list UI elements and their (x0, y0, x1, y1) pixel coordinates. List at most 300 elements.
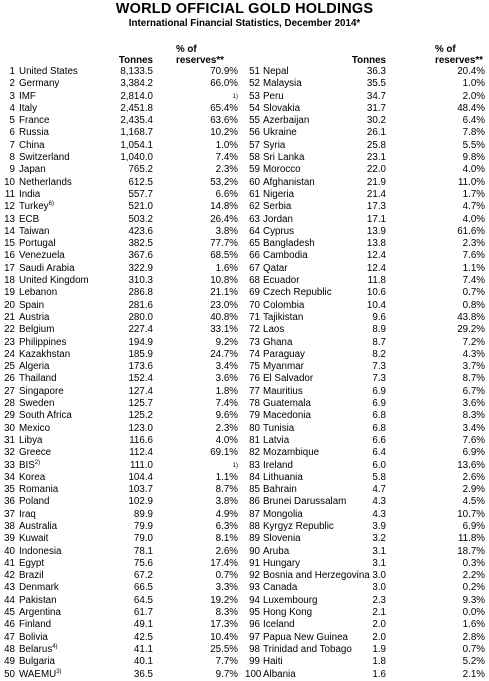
row-rank: 68 (249, 275, 260, 287)
row-tonnes: 6.0 (372, 459, 386, 471)
left-column-table (0, 40, 244, 681)
row-tonnes: 6.6 (372, 434, 386, 446)
country-name: Italy (19, 102, 37, 114)
country-name: IMF (19, 90, 36, 102)
row-rank: 48 (4, 643, 15, 655)
table-row (245, 423, 489, 435)
row-country (263, 238, 315, 250)
row-pct-reserves: 65.4% (210, 102, 238, 114)
table-row (0, 435, 244, 447)
table-row (0, 103, 244, 115)
row-rank: 33 (4, 459, 15, 471)
row-tonnes: 79.9 (133, 520, 153, 532)
row-rank: 17 (4, 262, 15, 274)
row-rank: 85 (249, 484, 260, 496)
country-name: Bulgaria (19, 656, 55, 668)
row-rank: 38 (4, 520, 15, 532)
country-name: ECB (19, 213, 40, 225)
row-rank: 13 (4, 213, 15, 225)
table-row (245, 373, 489, 385)
row-rank: 36 (4, 496, 15, 508)
row-pct-reserves: 2.6% (215, 545, 238, 557)
table-row (245, 214, 489, 226)
row-pct-reserves: 2.1% (462, 668, 485, 680)
row-pct-reserves: 0.2% (462, 582, 485, 594)
country-name: Portugal (19, 238, 56, 250)
row-pct-reserves: 6.3% (215, 520, 238, 532)
row-tonnes: 66.5 (133, 582, 153, 594)
country-name: United Kingdom (19, 275, 89, 287)
row-tonnes: 22.0 (366, 164, 386, 176)
country-name: Austria (19, 311, 50, 323)
row-rank: 26 (4, 373, 15, 385)
country-name: Slovenia (263, 533, 301, 545)
row-country (263, 410, 311, 422)
row-pct-reserves: 7.4% (215, 398, 238, 410)
row-pct-reserves: 77.7% (210, 238, 238, 250)
country-name: Kyrgyz Republic (263, 520, 334, 532)
footnote-marker: 6) (48, 201, 54, 208)
row-rank: 80 (249, 422, 260, 434)
row-country (19, 275, 89, 287)
table-row (0, 632, 244, 644)
row-country (263, 164, 301, 176)
row-country (263, 484, 297, 496)
row-rank: 57 (249, 139, 260, 151)
footnote-marker: 3) (56, 668, 62, 675)
row-tonnes: 2,814.0 (120, 90, 153, 102)
country-name: Azerbaijan (263, 115, 310, 127)
row-pct-reserves: 5.2% (462, 656, 485, 668)
country-name: Singapore (19, 385, 64, 397)
row-pct-reserves: 3.8% (215, 496, 238, 508)
row-pct-reserves: 3.6% (462, 398, 485, 410)
row-country (263, 619, 295, 631)
country-name: Malaysia (263, 78, 302, 90)
table-row (0, 152, 244, 164)
row-tonnes: 7.3 (372, 373, 386, 385)
row-tonnes: 4.3 (372, 496, 386, 508)
row-pct-reserves: 2.3% (215, 422, 238, 434)
row-country (19, 435, 42, 447)
row-country (19, 201, 54, 213)
row-rank: 1 (9, 66, 15, 77)
table-row (0, 78, 244, 90)
row-tonnes: 2.0 (372, 631, 386, 643)
row-tonnes: 281.6 (128, 299, 153, 311)
row-country (19, 103, 37, 115)
table-row (0, 324, 244, 336)
table-row (245, 78, 489, 90)
row-tonnes: 116.6 (129, 434, 153, 446)
table-row (245, 140, 489, 152)
row-rank: 97 (249, 631, 260, 643)
table-row (0, 263, 244, 275)
row-pct-reserves: 9.8% (462, 152, 485, 164)
country-name: Spain (19, 299, 45, 311)
row-rank: 28 (4, 398, 15, 410)
row-tonnes: 31.7 (366, 102, 386, 114)
row-tonnes: 3.9 (372, 520, 386, 532)
table-row (0, 214, 244, 226)
country-name: Canada (263, 582, 298, 594)
country-name: Bangladesh (263, 238, 315, 250)
table-row (0, 472, 244, 484)
table-row (0, 546, 244, 558)
row-pct-reserves: 6.9% (462, 447, 485, 459)
table-row (0, 164, 244, 176)
row-tonnes: 8.7 (372, 336, 386, 348)
row-rank: 52 (249, 78, 260, 90)
table-row (245, 287, 489, 299)
row-pct-reserves: 2.3% (215, 164, 238, 176)
row-country (19, 324, 54, 336)
row-rank: 86 (249, 496, 260, 508)
row-pct-reserves: 7.8% (462, 127, 485, 139)
row-tonnes: 2,435.4 (120, 115, 153, 127)
table-row (245, 164, 489, 176)
row-pct-reserves: 19.2% (210, 594, 238, 606)
table-row (0, 189, 244, 201)
row-rank: 14 (4, 225, 15, 237)
row-tonnes: 21.9 (366, 176, 386, 188)
row-rank: 74 (249, 348, 260, 360)
row-tonnes: 25.8 (366, 139, 386, 151)
row-rank: 9 (9, 164, 15, 176)
table-row (0, 201, 244, 213)
table-row (0, 226, 244, 238)
row-pct-reserves: 4.5% (462, 496, 485, 508)
table-row (245, 669, 489, 681)
country-name: Luxembourg (263, 594, 318, 606)
table-row (245, 582, 489, 594)
row-tonnes: 4.3 (372, 508, 386, 520)
row-pct-reserves: 14.8% (210, 201, 238, 213)
country-name: Macedonia (263, 410, 311, 422)
header-tonnes: Tonnes (118, 55, 153, 66)
row-pct-reserves: 33.1% (210, 324, 238, 336)
table-row (245, 558, 489, 570)
table-row (245, 189, 489, 201)
table-row (245, 595, 489, 607)
row-rank: 44 (4, 594, 15, 606)
row-tonnes: 8.9 (372, 324, 386, 336)
table-row (245, 607, 489, 619)
row-rank: 41 (4, 557, 15, 569)
table-row (245, 324, 489, 336)
row-rank: 39 (4, 533, 15, 545)
row-country (263, 66, 289, 78)
country-name: Albania (263, 668, 296, 680)
row-country (263, 91, 284, 103)
table-row (245, 226, 489, 238)
row-rank: 40 (4, 545, 15, 557)
row-pct-reserves: 8.1% (215, 533, 238, 545)
row-tonnes: 227.4 (128, 324, 153, 336)
row-country (263, 521, 334, 533)
row-rank: 72 (249, 324, 260, 336)
row-tonnes: 6.9 (372, 385, 386, 397)
row-pct-reserves: 6.7% (462, 385, 485, 397)
row-rank: 3 (9, 90, 15, 102)
country-name: Nigeria (263, 188, 295, 200)
row-rank: 91 (249, 557, 260, 569)
row-tonnes: 6.4 (372, 447, 386, 459)
row-country (263, 558, 300, 570)
row-rank: 35 (4, 484, 15, 496)
table-row (245, 632, 489, 644)
row-tonnes: 10.4 (366, 299, 386, 311)
row-country (19, 570, 44, 582)
table-row (0, 300, 244, 312)
row-pct-reserves: 1.6% (462, 619, 485, 631)
row-country (263, 214, 293, 226)
country-name: China (19, 139, 45, 151)
row-country (19, 509, 36, 521)
row-rank: 5 (9, 115, 15, 127)
country-name: Guatemala (263, 398, 311, 410)
row-tonnes: 75.6 (133, 557, 153, 569)
row-pct-reserves: 3.8% (215, 225, 238, 237)
row-pct-reserves: 7.4% (462, 275, 485, 287)
row-tonnes: 194.9 (128, 336, 153, 348)
row-rank: 15 (4, 238, 15, 250)
footnote-marker: 1) (232, 462, 238, 469)
country-name: Mongolia (263, 508, 303, 520)
country-name: Syria (263, 139, 286, 151)
row-tonnes: 49.1 (133, 619, 153, 631)
row-country (19, 238, 56, 250)
country-name: Denmark (19, 582, 59, 594)
table-row (245, 250, 489, 262)
row-pct-reserves: 66.0% (210, 78, 238, 90)
row-pct-reserves: 48.4% (457, 102, 485, 114)
row-pct-reserves: 13.6% (457, 459, 485, 471)
row-country (263, 435, 289, 447)
row-tonnes: 67.2 (133, 570, 153, 582)
table-row (245, 312, 489, 324)
row-rank: 65 (249, 238, 260, 250)
row-country (19, 410, 72, 422)
table-row (245, 435, 489, 447)
footnote-marker: 1) (232, 93, 238, 100)
row-country (263, 250, 308, 262)
country-name: Thailand (19, 373, 57, 385)
row-pct-reserves: 11.8% (457, 533, 485, 545)
table-row (245, 484, 489, 496)
table-row (0, 312, 244, 324)
row-rank: 53 (249, 90, 260, 102)
row-rank: 49 (4, 656, 15, 668)
row-tonnes: 612.5 (128, 176, 153, 188)
row-tonnes: 111.0 (129, 459, 153, 471)
table-row (245, 460, 489, 472)
table-row (0, 140, 244, 152)
row-tonnes: 765.2 (128, 164, 153, 176)
table-row (245, 644, 489, 656)
row-pct-reserves: 40.8% (210, 311, 238, 323)
table-row (0, 619, 244, 631)
country-name: Papua New Guinea (263, 631, 348, 643)
country-name: Mauritius (263, 385, 303, 397)
row-country (263, 472, 303, 484)
row-country (263, 300, 304, 312)
row-tonnes: 103.7 (128, 484, 153, 496)
row-rank: 20 (4, 299, 15, 311)
row-country (263, 607, 312, 619)
row-country (19, 582, 59, 594)
row-tonnes: 17.3 (366, 201, 386, 213)
table-row (0, 361, 244, 373)
country-name: Bahrain (263, 484, 297, 496)
row-pct-reserves: 6.6% (215, 188, 238, 200)
row-country (19, 361, 50, 373)
row-pct-reserves: 4.9% (215, 508, 238, 520)
row-country (263, 226, 294, 238)
row-pct-reserves: 63.6% (210, 115, 238, 127)
page-subtitle: International Financial Statistics, December 2014* (128, 18, 361, 29)
row-pct-reserves: 0.8% (462, 299, 485, 311)
row-pct-reserves: 9.2% (215, 336, 238, 348)
row-pct-reserves: 2.9% (462, 484, 485, 496)
row-country (263, 127, 297, 139)
row-tonnes: 2.0 (372, 619, 386, 631)
row-rank: 31 (4, 434, 15, 446)
table-row (245, 66, 489, 78)
row-country (19, 140, 45, 152)
table-row (245, 496, 489, 508)
country-name: Haiti (263, 656, 283, 668)
country-name: Libya (19, 434, 43, 446)
row-tonnes: 6.8 (372, 410, 386, 422)
row-pct-reserves: 3.3% (215, 582, 238, 594)
row-country (263, 546, 289, 558)
country-name: Venezuela (19, 250, 65, 262)
row-rank: 10 (4, 176, 15, 188)
row-tonnes: 6.8 (372, 422, 386, 434)
row-tonnes: 185.9 (128, 348, 153, 360)
country-name: Mexico (19, 422, 51, 434)
row-tonnes: 112.4 (129, 447, 153, 459)
row-tonnes: 12.4 (366, 250, 386, 262)
row-country (19, 595, 57, 607)
country-name: Saudi Arabia (19, 262, 75, 274)
country-name: Qatar (263, 262, 288, 274)
row-rank: 61 (249, 188, 260, 200)
table-row (245, 546, 489, 558)
row-country (19, 558, 44, 570)
country-name: Jordan (263, 213, 293, 225)
row-rank: 98 (249, 643, 260, 655)
row-pct-reserves: 1.8% (215, 385, 238, 397)
row-country (263, 115, 309, 127)
row-tonnes: 17.1 (366, 213, 386, 225)
row-country (19, 349, 70, 361)
table-row (245, 201, 489, 213)
row-tonnes: 3.0 (372, 582, 386, 594)
row-pct-reserves: 8.7% (215, 484, 238, 496)
row-pct-reserves: 43.8% (457, 311, 485, 323)
row-pct-reserves: 1.7% (462, 188, 485, 200)
row-tonnes: 12.4 (366, 262, 386, 274)
country-name: Russia (19, 127, 49, 139)
row-rank: 29 (4, 410, 15, 422)
country-name: Indonesia (19, 545, 62, 557)
country-name: Cyprus (263, 225, 295, 237)
row-country (263, 582, 297, 594)
page-title: WORLD OFFICIAL GOLD HOLDINGS (115, 1, 374, 17)
row-country (263, 496, 346, 508)
row-tonnes: 1.9 (372, 643, 386, 655)
country-name: Pakistan (19, 594, 57, 606)
table-row (245, 91, 489, 103)
row-country (19, 115, 50, 127)
row-tonnes: 41.1 (133, 643, 153, 655)
row-pct-reserves: 0.7% (462, 643, 485, 655)
row-tonnes: 1,054.1 (120, 139, 153, 151)
country-name: Mozambique (263, 447, 320, 459)
row-country (19, 644, 58, 656)
row-rank: 16 (4, 250, 15, 262)
row-country (263, 275, 300, 287)
row-rank: 79 (249, 410, 260, 422)
row-rank: 83 (249, 459, 260, 471)
row-country (263, 533, 301, 545)
row-rank: 92 (249, 570, 260, 582)
row-tonnes: 13.9 (366, 225, 386, 237)
row-pct-reserves: 53.2% (210, 176, 238, 188)
country-name: Czech Republic (263, 287, 332, 299)
country-name: Trinidad and Tobago (263, 643, 352, 655)
row-rank: 93 (249, 582, 260, 594)
country-name: Korea (19, 471, 46, 483)
country-name: Greece (19, 447, 52, 459)
country-name: Netherlands (19, 176, 72, 188)
header-pct-line1: % of (435, 44, 456, 55)
row-tonnes: 123.0 (128, 422, 153, 434)
row-pct-reserves: 25.5% (210, 643, 238, 655)
row-tonnes: 35.5 (366, 78, 386, 90)
row-tonnes: 173.6 (128, 361, 153, 373)
row-country (19, 287, 57, 299)
row-tonnes: 7.3 (372, 361, 386, 373)
row-rank: 99 (249, 656, 260, 668)
row-pct-reserves: 7.7% (215, 656, 238, 668)
row-pct-reserves: 9.3% (462, 594, 485, 606)
row-country (263, 460, 293, 472)
row-tonnes: 26.1 (366, 127, 386, 139)
row-rank: 30 (4, 422, 15, 434)
row-pct-reserves: 6.4% (462, 115, 485, 127)
row-rank: 55 (249, 115, 260, 127)
row-tonnes: 367.6 (128, 250, 153, 262)
row-rank: 12 (4, 201, 15, 213)
row-pct-reserves: 1.0% (462, 78, 485, 90)
row-country (19, 337, 66, 349)
country-name: Ghana (263, 336, 293, 348)
row-pct-reserves: 1.1% (215, 471, 238, 483)
row-tonnes: 6.9 (372, 398, 386, 410)
country-name: Serbia (263, 201, 292, 213)
table-row (245, 533, 489, 545)
row-pct-reserves: 2.8% (462, 631, 485, 643)
row-rank: 24 (4, 348, 15, 360)
row-rank: 22 (4, 324, 15, 336)
row-pct-reserves: 4.0% (215, 434, 238, 446)
table-row (0, 644, 244, 656)
country-name: Turkey (19, 201, 49, 213)
row-tonnes: 102.9 (128, 496, 153, 508)
